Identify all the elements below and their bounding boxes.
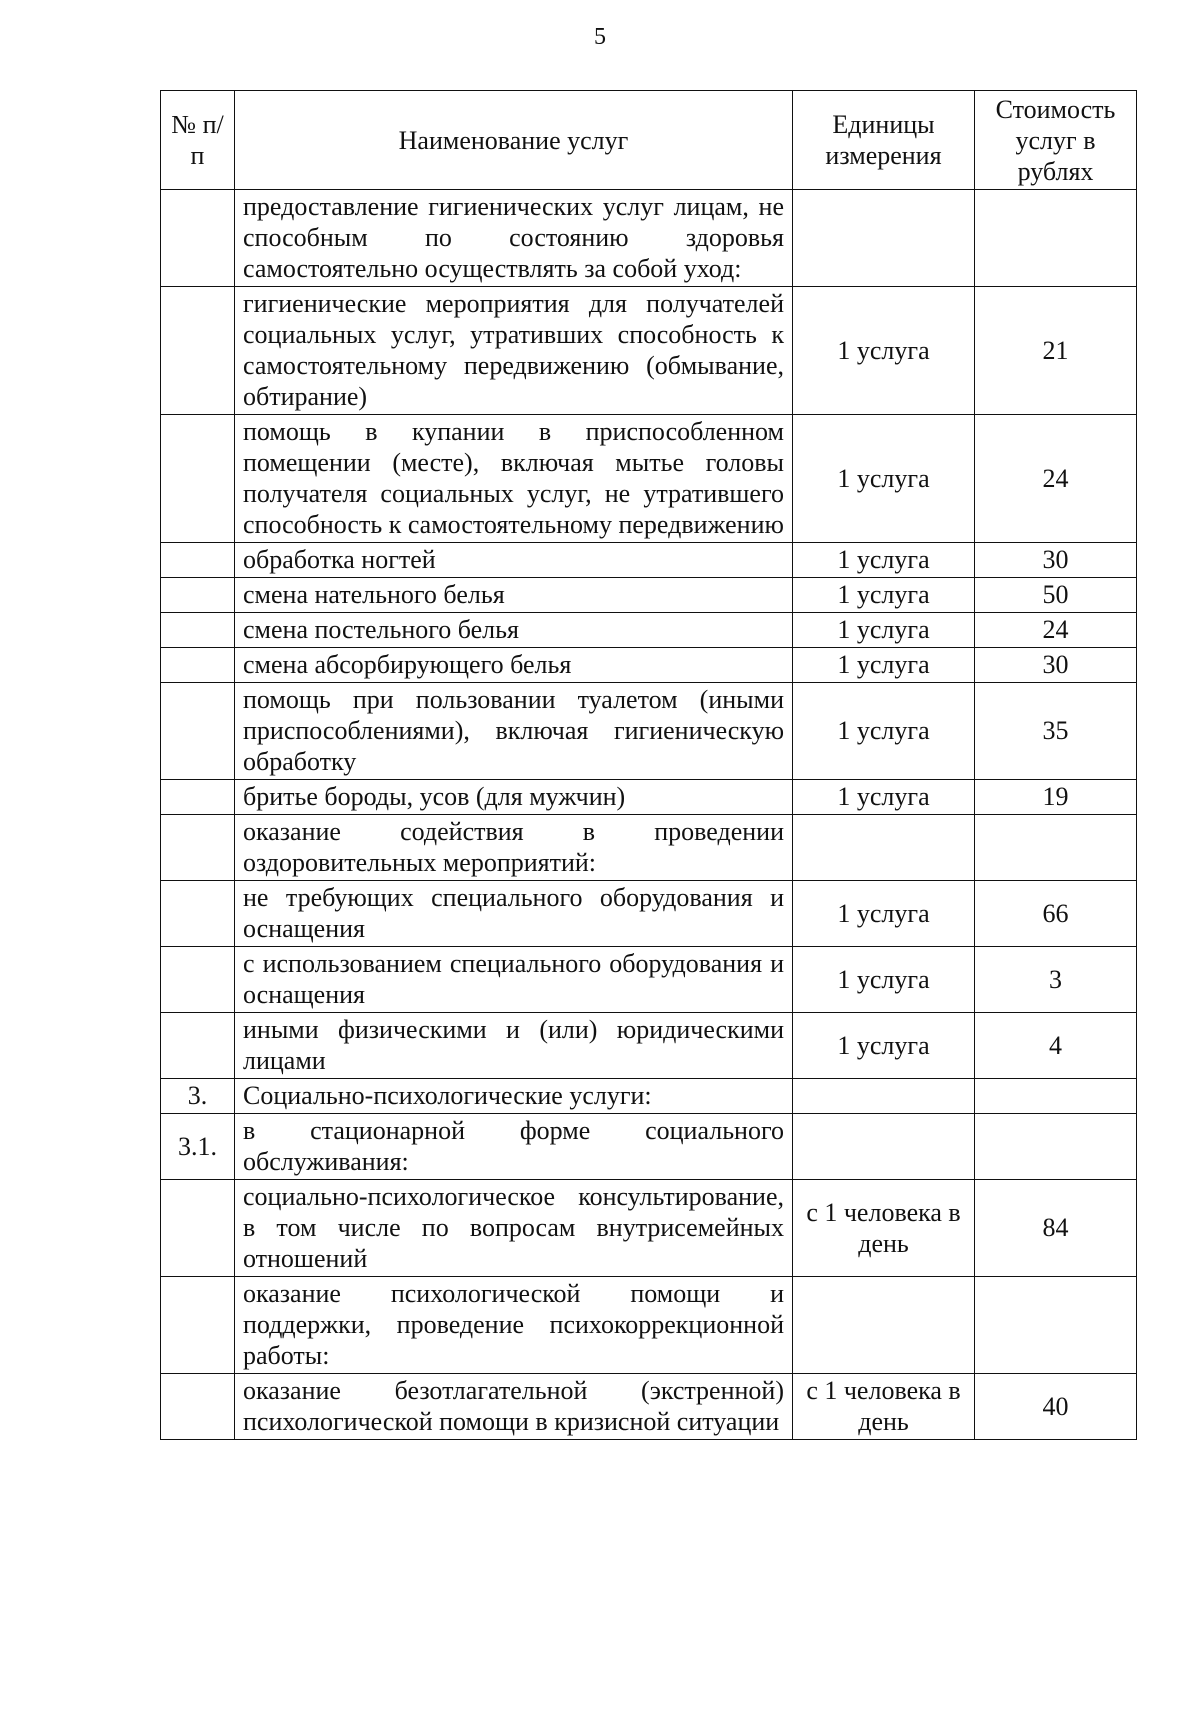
row-cost [975,190,1137,287]
table-row [161,613,1137,648]
row-number [161,543,235,578]
row-service-name: иными физическими и (или) юридическими лицами [235,1013,793,1079]
row-number [161,578,235,613]
row-number: 3.1. [161,1114,235,1180]
row-service-name: бритье бороды, усов (для мужчин) [235,780,793,815]
row-service-name: смена нательного белья [235,578,793,613]
row-unit: 1 услуга [793,543,975,578]
header-unit: Единицы измерения [793,91,975,190]
row-unit [793,1114,975,1180]
row-number [161,613,235,648]
row-unit: 1 услуга [793,578,975,613]
row-number [161,1277,235,1374]
row-unit: 1 услуга [793,613,975,648]
row-unit [793,1079,975,1114]
row-unit: с 1 человека в день [793,1374,975,1440]
row-number [161,1180,235,1277]
row-cost: 24 [975,415,1137,543]
row-service-name: оказание содействия в проведении оздоровительных мероприятий: [235,815,793,881]
table-row [161,1079,1137,1114]
row-cost: 66 [975,881,1137,947]
row-cost: 84 [975,1180,1137,1277]
row-number [161,287,235,415]
row-cost [975,1277,1137,1374]
row-number [161,683,235,780]
row-service-name: обработка ногтей [235,543,793,578]
row-cost: 19 [975,780,1137,815]
row-number [161,648,235,683]
row-service-name: социально-психологическое консультирование, в том числе по вопросам внутрисемейных отношений [235,1180,793,1277]
table-row [161,190,1137,287]
row-unit: 1 услуга [793,683,975,780]
row-unit: 1 услуга [793,415,975,543]
row-unit: 1 услуга [793,287,975,415]
table-row [161,543,1137,578]
row-number [161,881,235,947]
row-cost [975,1079,1137,1114]
row-cost: 35 [975,683,1137,780]
table-row [161,683,1137,780]
row-service-name: смена абсорбирующего белья [235,648,793,683]
row-cost: 3 [975,947,1137,1013]
page-number: 5 [594,24,606,50]
row-unit: с 1 человека в день [793,1180,975,1277]
row-unit: 1 услуга [793,947,975,1013]
row-unit [793,190,975,287]
table-row [161,415,1137,543]
row-unit [793,815,975,881]
services-price-table [160,90,1137,1440]
header-service-name: Наименование услуг [235,91,793,190]
row-number [161,947,235,1013]
table-row [161,1374,1137,1440]
row-cost [975,1114,1137,1180]
row-cost: 30 [975,543,1137,578]
row-service-name: оказание психологической помощи и поддержки, проведение психокоррекционной работы: [235,1277,793,1374]
table-row [161,947,1137,1013]
row-service-name: смена постельного белья [235,613,793,648]
table-row [161,578,1137,613]
row-number [161,415,235,543]
table-row [161,815,1137,881]
row-service-name: не требующих специального оборудования и оснащения [235,881,793,947]
row-cost: 40 [975,1374,1137,1440]
row-service-name: с использованием специального оборудования и оснащения [235,947,793,1013]
table-row [161,1277,1137,1374]
table-row [161,780,1137,815]
row-service-name: Социально-психологические услуги: [235,1079,793,1114]
row-number [161,815,235,881]
row-unit: 1 услуга [793,881,975,947]
row-service-name: помощь при пользовании туалетом (иными приспособлениями), включая гигиеническую обработку [235,683,793,780]
row-number: 3. [161,1079,235,1114]
row-service-name: помощь в купании в приспособленном помещении (месте), включая мытье головы получателя социальных услуг, не утратившего способность к самостоятельному передвижению [235,415,793,543]
row-cost: 50 [975,578,1137,613]
table-header-row [161,91,1137,190]
table-row [161,881,1137,947]
row-cost [975,815,1137,881]
table-row [161,1180,1137,1277]
row-number [161,780,235,815]
table-row [161,287,1137,415]
row-cost: 4 [975,1013,1137,1079]
row-number [161,190,235,287]
row-service-name: в стационарной форме социального обслуживания: [235,1114,793,1180]
table-row [161,648,1137,683]
header-number: № п/п [161,91,235,190]
table-row [161,1114,1137,1180]
row-service-name: гигиенические мероприятия для получателей социальных услуг, утративших способность к самостоятельному передвижению (обмывание, обтирание) [235,287,793,415]
row-service-name: оказание безотлагательной (экстренной) психологической помощи в кризисной ситуации [235,1374,793,1440]
row-unit: 1 услуга [793,780,975,815]
row-unit [793,1277,975,1374]
row-number [161,1374,235,1440]
row-number [161,1013,235,1079]
row-unit: 1 услуга [793,1013,975,1079]
table-row [161,1013,1137,1079]
row-unit: 1 услуга [793,648,975,683]
row-cost: 24 [975,613,1137,648]
row-service-name: предоставление гигиенических услуг лицам, не способным по состоянию здоровья самостоятельно осуществлять за собой уход: [235,190,793,287]
header-cost: Стоимость услуг в рублях [975,91,1137,190]
row-cost: 21 [975,287,1137,415]
row-cost: 30 [975,648,1137,683]
